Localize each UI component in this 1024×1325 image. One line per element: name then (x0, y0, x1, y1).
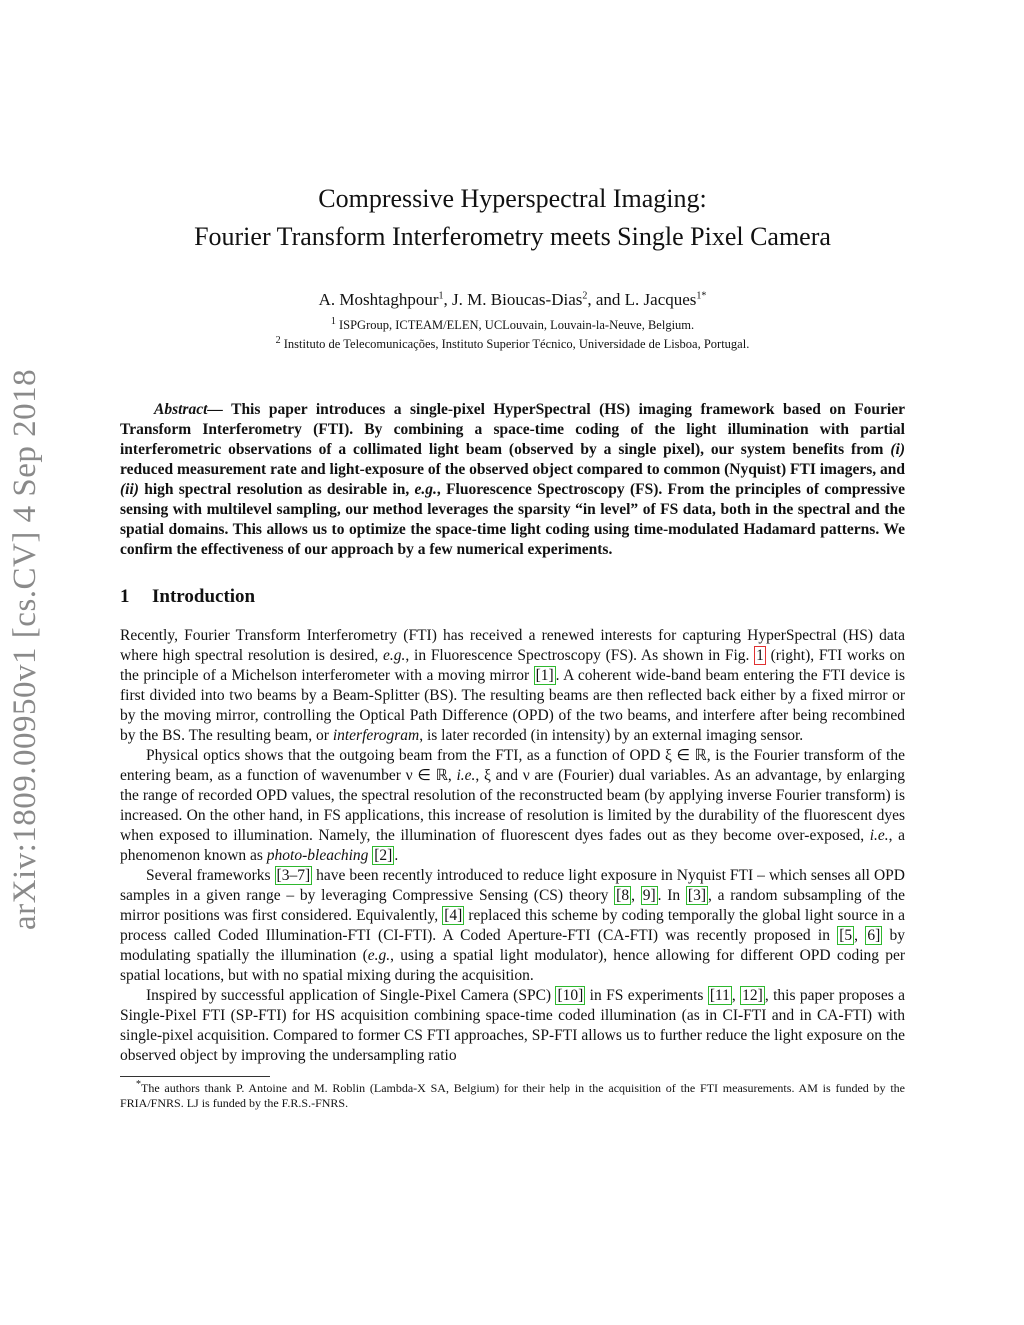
citation-1-link[interactable]: [1] (535, 667, 554, 684)
title-line-2: Fourier Transform Interferometry meets Single Pixel Camera (194, 222, 831, 251)
citation-3-7-link[interactable]: [3–7] (276, 867, 311, 884)
affiliation-2: $^2$ Instituto de Telecomunicações, Instituto Superior Técnico, Universidade de Lisboa, Portugal. (275, 334, 750, 351)
abstract-label: Abstract— (154, 401, 223, 418)
citation-10-link[interactable]: [10] (557, 987, 584, 1004)
citation-6-link[interactable]: 6] (867, 927, 881, 944)
footnote: *The authors thank P. Antoine and M. Roblin (Lambda-X SA, Belgium) for their help in the acquisition of the FTI measurements. AM is funded by the FRIA/FNRS. LJ is funded by the F.R.S.-FNRS. (120, 1079, 905, 1110)
author-1: A. Moshtaghpour (318, 290, 439, 309)
affiliation-1: $^1$ ISPGroup, ICTEAM/ELEN, UCLouvain, Louvain-la-Neuve, Belgium. (330, 315, 695, 332)
paragraph-4: Inspired by successful application of Single-Pixel Camera (SPC) [10] in FS experiments [11 , 12] , this paper proposes a Single-Pixel FTI (SP-FTI) for HS acquisition combining space-time coded illumination (as in CI-FTI and in CA-FTI) with single-pixel acquisition. Compared to former CS FTI approaches, SP-FTI allows us to further reduce the light exposure on the observed object by improving the undersampling ratio (120, 987, 905, 1064)
introduction-body (120, 626, 905, 1066)
author-list: A. Moshtaghpour$^1$, J. M. Bioucas-Dias$^2$, and L. Jacques$^{1*}$ (318, 290, 707, 309)
citation-5-link[interactable]: [5 (839, 927, 853, 944)
figure-1-link[interactable]: 1 (756, 647, 764, 664)
paragraph-3: Several frameworks [3–7] have been recently introduced to reduce light exposure in Nyquist FTI – which senses all OPD samples in a given range – by leveraging Compressive Sensing (CS) theory [8 , 9] . In [3] , a random subsampling of the mirror positions was first considered. Equivalently, [4] replaced this scheme by coding temporally the global light source in a process called Coded Illumination-FTI (CI-FTI). A Coded Aperture-FTI (CA-FTI) was recently proposed in [5 , 6] by modulating spatially the illumination (e.g., using a spatial light modulator), hence allowing for different OPD coding per spatial locations, but with no spatial mixing during the acquisition. (120, 867, 905, 984)
paper-page (120, 0, 905, 1111)
citation-2-link[interactable]: [2] (374, 847, 393, 864)
section-heading-introduction (120, 586, 905, 608)
paragraph-1: Recently, Fourier Transform Interferometry (FTI) has received a renewed interests for capturing HyperSpectral (HS) data where high spectral resolution is desired, e.g., in Fluorescence Spectroscopy (FS). As shown in Fig. 1 (right), FTI works on the principle of a Michelson interferometer with a moving mirror [1] . A coherent wide-band beam entering the FTI device is first divided into two beams by a Beam-Splitter (BS). The resulting beams are then reflected back either by a fixed mirror or by the moving mirror, controlling the Optical Path Difference (OPD) of the two beams, and interfere after being recombined by the BS. The resulting beam, or interferogram, is later recorded (in intensity) by an external imaging sensor. (120, 627, 905, 744)
paragraph-2: Physical optics shows that the outgoing beam from the FTI, as a function of OPD ξ ∈ ℝ, is the Fourier transform of the entering beam, as a function of wavenumber ν ∈ ℝ, i.e., ξ and ν are (Fourier) dual variables. As an advantage, by enlarging the range of recorded OPD values, the spectral resolution of the reconstructed beam (by applying inverse Fourier transform) is increased. On the other hand, in FS applications, this increase of resolution is limited by the durability of the fluorescent dyes when exposed to illumination. Namely, the illumination of fluorescent dyes fades out as they become over-exposed, i.e., a phenomenon known as photo-bleaching [2] . (120, 747, 905, 864)
affiliations (120, 316, 905, 354)
author-2: , J. M. Bioucas-Dias (443, 290, 583, 309)
citation-12-link[interactable]: 12] (742, 987, 763, 1004)
arxiv-identifier: arXiv:1809.00950v1 [cs.CV] 4 Sep 2018 (7, 368, 43, 930)
abstract: Abstract— This paper introduces a single-pixel HyperSpectral (HS) imaging framework based on Fourier Transform Interferometry (FTI). By combining a space-time coding of the light illumination with partial interferometric observations of a collimated light beam (observed by a single pixel), our system benefits from (i) reduced measurement rate and light-exposure of the observed object compared to common (Nyquist) FTI imagers, and (ii) high spectral resolution as desirable in, e.g., Fluorescence Spectroscopy (FS). From the principles of compressive sensing with multilevel sampling, our method leverages the sparsity “in level” of FS data, both in the spectral and the spatial domains. This allows us to optimize the space-time light coding using time-modulated Hadamard patterns. We confirm the effectiveness of our approach by a few numerical experiments. (120, 401, 905, 558)
footnote-divider (120, 1076, 270, 1077)
citation-4-link[interactable]: [4] (444, 907, 463, 924)
citation-8-link[interactable]: [8 (616, 887, 630, 904)
citation-11-link[interactable]: [11 (709, 987, 730, 1004)
section-number: 1 (120, 586, 130, 607)
citation-3-link[interactable]: [3] (687, 887, 706, 904)
title-line-1: Compressive Hyperspectral Imaging: (318, 184, 707, 213)
author-3: , and L. Jacques (587, 290, 697, 309)
footnote-marker: * (136, 1079, 141, 1090)
paper-title (120, 180, 905, 256)
citation-9-link[interactable]: 9] (642, 887, 656, 904)
section-title: Introduction (152, 586, 256, 607)
